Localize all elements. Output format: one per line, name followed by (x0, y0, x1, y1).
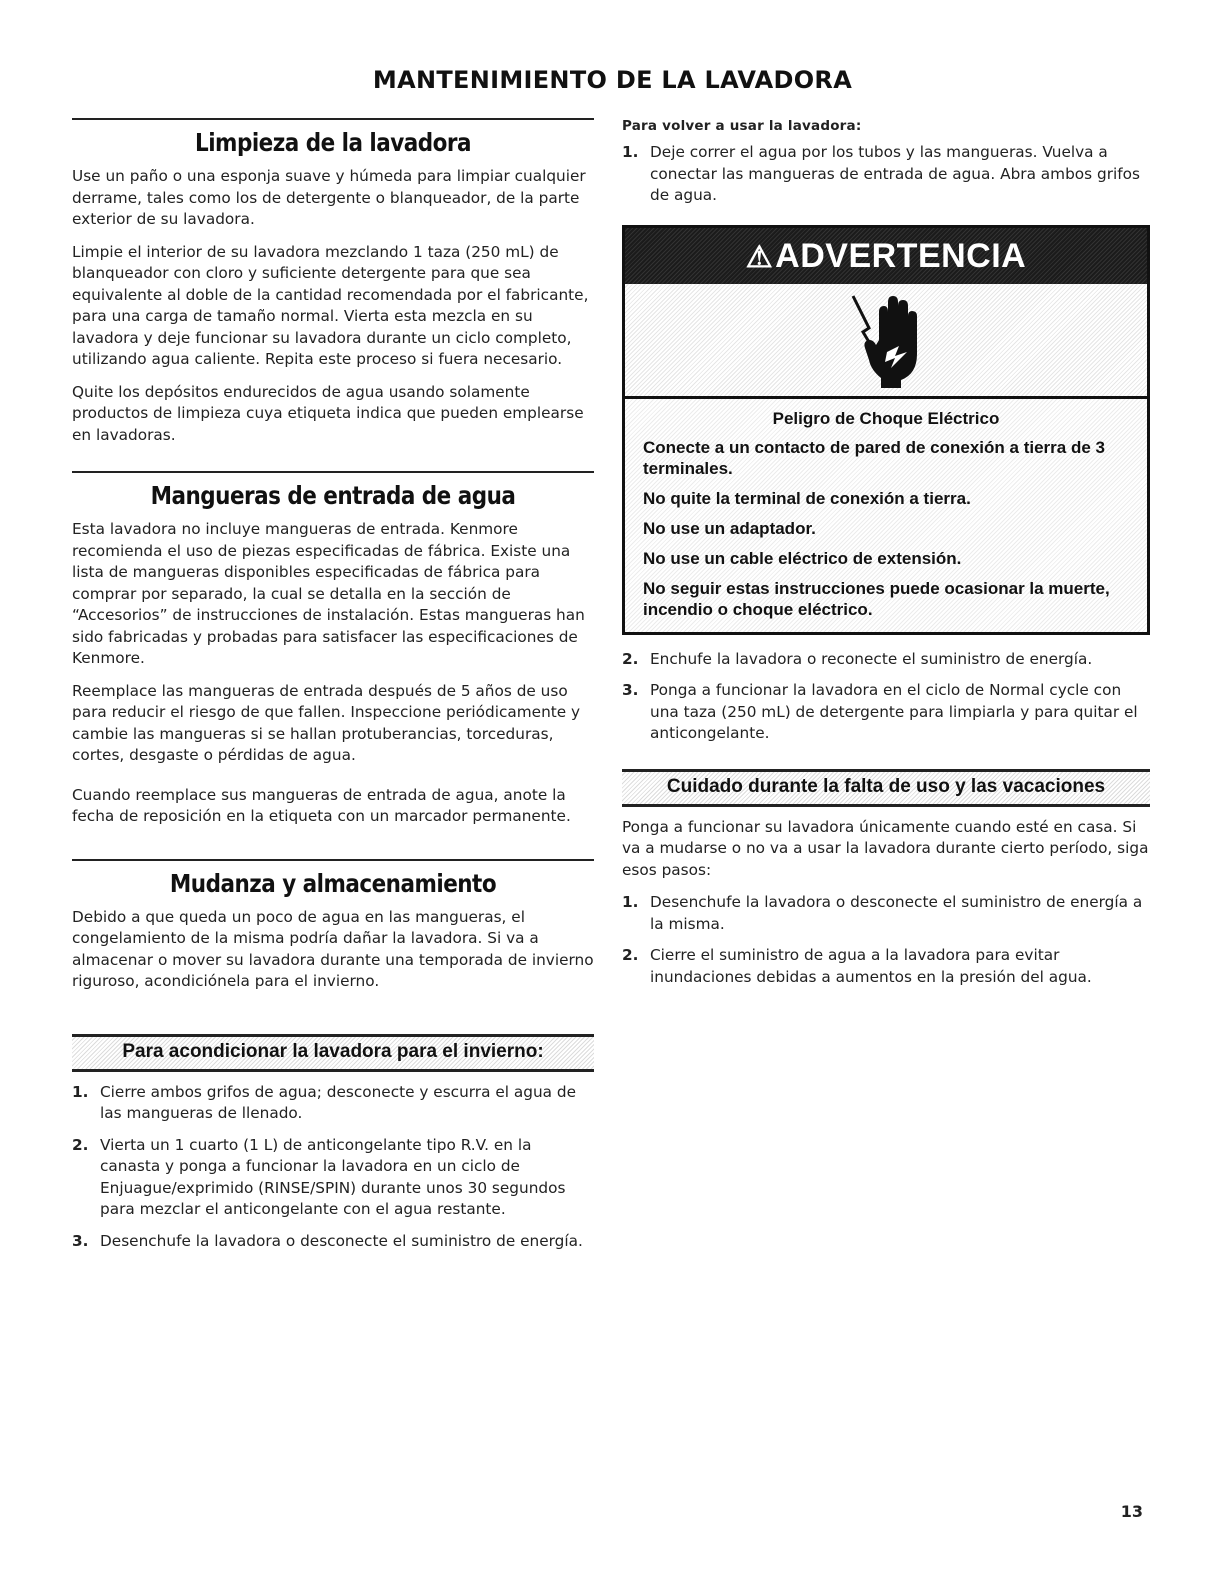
step-number: 2. (622, 649, 639, 668)
step-number: 3. (72, 1231, 89, 1250)
warning-box (622, 225, 1150, 635)
section-hoses (72, 471, 594, 828)
paragraph: Esta lavadora no incluye mangueras de entrada. Kenmore recomienda el uso de piezas especificadas de fábrica. Existe una lista de mangueras disponibles especificadas de fábrica para comprar por separado, la cual se detalla en la sección de “Accesorios” de instrucciones de instalación. Estas mangueras han sido fabricadas y probadas para satisfacer las especificaciones de Kenmore. (72, 520, 585, 667)
winterize-steps (72, 1082, 594, 1253)
subheading-vacation-text: Cuidado durante la falta de uso y las vacaciones (666, 775, 1106, 797)
step-number: 1. (622, 893, 639, 911)
step-number: 2. (622, 946, 639, 964)
section-heading-moving: Mudanza y almacenamiento (169, 868, 497, 898)
section-cleaning (72, 118, 594, 446)
warning-header (625, 228, 1147, 284)
paragraph: Quite los depósitos endurecidos de agua usando solamente productos de limpieza cuya etiqueta indica que pueden emplearse en lavadoras. (72, 382, 584, 444)
list-item (622, 142, 1150, 207)
warning-line: No use un adaptador. (643, 518, 816, 538)
vacation-steps (622, 892, 1150, 988)
reuse-steps-before (622, 142, 1150, 207)
step-text: Vierta un 1 cuarto (1 L) de anticongelante tipo R.V. en la canasta y ponga a funcionar la lavadora en un ciclo de Enjuague/exprimido (RINSE/SPIN) durante unos 30 segundos para mezclar el anticongelante con el agua restante. (100, 1135, 566, 1218)
subheading-winterize-text: Para acondicionar la lavadora para el invierno: (122, 1040, 544, 1062)
paragraph: Cuando reemplace sus mangueras de entrada de agua, anote la fecha de reposición en la etiqueta con un marcador permanente. (72, 785, 571, 825)
subheading-winterize (72, 1034, 594, 1072)
step-number: 1. (622, 143, 639, 161)
step-text: Deje correr el agua por los tubos y las mangueras. Vuelva a conectar las mangueras de entrada de agua. Abra ambos grifos de agua. (650, 143, 1140, 204)
left-column (72, 118, 594, 1262)
step-text: Desenchufe la lavadora o desconecte el suministro de energía. (100, 1231, 583, 1250)
subheading-vacation (622, 769, 1150, 807)
list-item (72, 1135, 594, 1221)
subheading-reuse: Para volver a usar la lavadora: (622, 118, 862, 134)
section-heading-hoses: Mangueras de entrada de agua (150, 481, 516, 510)
step-number: 2. (72, 1135, 89, 1154)
page-number: 13 (1120, 1502, 1143, 1521)
step-text: Ponga a funcionar la lavadora en el ciclo de Normal cycle con una taza (250 mL) de detergente para limpiarla y para quitar el anticongelante. (650, 681, 1138, 742)
warning-triangle-icon: ⚠ (745, 240, 774, 274)
warning-body (625, 399, 1147, 632)
paragraph: Ponga a funcionar su lavadora únicamente cuando esté en casa. Si va a mudarse o no va a usar la lavadora durante cierto período, siga esos pasos: (622, 817, 1149, 879)
section-moving (72, 859, 594, 993)
reuse-steps-after (622, 649, 1150, 745)
warning-title: Peligro de Choque Eléctrico (772, 408, 1000, 428)
step-text: Enchufe la lavadora o reconecte el suministro de energía. (650, 649, 1093, 668)
electric-shock-hand-icon (841, 290, 931, 390)
warning-line: No use un cable eléctrico de extensión. (643, 548, 962, 568)
warning-line: Conecte a un contacto de pared de conexión a tierra de 3 terminales. (643, 437, 1105, 478)
paragraph: Reemplace las mangueras de entrada después de 5 años de uso para reducir el riesgo de que fallen. Inspeccione periódicamente y cambie las mangueras si se hallan protuberancias, torceduras, cortes, desgaste o pérdidas de agua. (72, 681, 581, 764)
list-item (622, 649, 1150, 671)
warning-line: No seguir estas instrucciones puede ocasionar la muerte, incendio o choque eléctrico. (643, 578, 1110, 619)
warning-icon-area (625, 284, 1147, 399)
warning-line: No quite la terminal de conexión a tierra. (643, 488, 971, 508)
page-title: MANTENIMIENTO DE LA LAVADORA (372, 66, 853, 94)
paragraph: Debido a que queda un poco de agua en las mangueras, el congelamiento de la misma podría dañar la lavadora. Si va a almacenar o mover su lavadora durante una temporada de invierno riguroso, acondiciónela para el invierno. (72, 907, 594, 990)
paragraph: Use un paño o una esponja suave y húmeda para limpiar cualquier derrame, tales como los de detergente o blanqueador, de la parte exterior de su lavadora. (72, 167, 586, 228)
step-text: Cierre el suministro de agua a la lavadora para evitar inundaciones debidas a aumentos en la presión del agua. (650, 946, 1092, 986)
list-item (622, 680, 1150, 745)
right-column (622, 118, 1150, 998)
step-text: Cierre ambos grifos de agua; desconecte y escurra el agua de las mangueras de llenado. (100, 1082, 576, 1122)
list-item (72, 1231, 594, 1253)
list-item (72, 1082, 594, 1125)
warning-label: ADVERTENCIA (775, 236, 1027, 275)
paragraph: Limpie el interior de su lavadora mezclando 1 taza (250 mL) de blanqueador con cloro y suficiente detergente para que sea equivalente al doble de la cantidad recomendada por el fabricante, para una carga de tamaño normal. Vierta esta mezcla en su lavadora y deje funcionar su lavadora durante un ciclo completo, utilizando agua caliente. Repita este proceso si fuera necesario. (72, 242, 589, 368)
step-number: 3. (622, 681, 639, 699)
step-number: 1. (72, 1082, 89, 1101)
section-heading-cleaning: Limpieza de la lavadora (195, 128, 471, 157)
step-text: Desenchufe la lavadora o desconecte el suministro de energía a la misma. (650, 893, 1143, 933)
list-item (622, 892, 1150, 935)
list-item (622, 945, 1150, 988)
